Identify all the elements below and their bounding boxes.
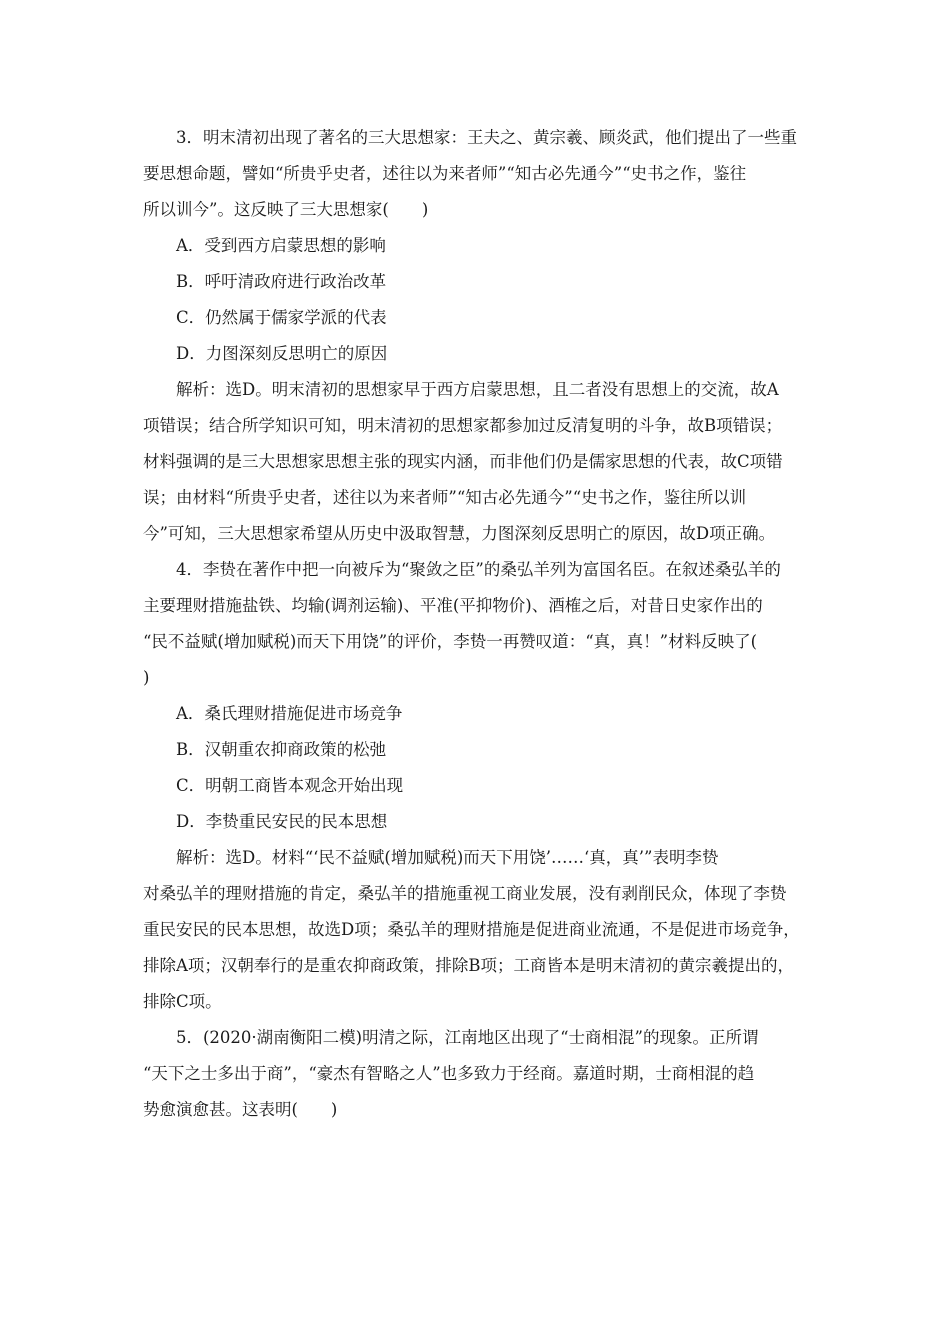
question-4-option-c: C．明朝工商皆本观念开始出现	[176, 776, 404, 795]
question-3-analysis-line-5: 今”可知，三大思想家希望从历史中汲取智慧，力图深刻反思明亡的原因，故D项正确。	[143, 524, 776, 543]
question-3-option-a: A．受到西方启蒙思想的影响	[176, 236, 386, 255]
question-3-analysis-line-3: 材料强调的是三大思想家思想主张的现实内涵，而非他们仍是儒家思想的代表，故C项错	[143, 452, 783, 471]
question-5	[143, 1020, 813, 1128]
question-4-option-d: D．李贽重民安民的民本思想	[176, 812, 388, 831]
question-4-analysis-line-3: 重民安民的民本思想，故选D项；桑弘羊的理财措施是促进商业流通，不是促进市场竞争，	[143, 920, 800, 939]
question-4	[143, 552, 813, 1020]
question-4-stem-line-2: 主要理财措施盐铁、均输(调剂运输)、平准(平抑物价)、酒榷之后，对昔日史家作出的	[143, 596, 763, 615]
question-5-stem-line-1: 5．(2020·湖南衡阳二模)明清之际，江南地区出现了“士商相混”的现象。正所谓	[143, 1028, 759, 1047]
question-4-option-b: B．汉朝重农抑商政策的松弛	[176, 740, 387, 759]
question-4-option-a: A．桑氏理财措施促进市场竞争	[176, 704, 403, 723]
question-3-stem-line-1: 3．明末清初出现了著名的三大思想家：王夫之、黄宗羲、顾炎武，他们提出了一些重	[143, 128, 797, 147]
question-3-analysis-line-4: 误；由材料“所贵乎史者，述往以为来者师”“知古必先通今”“史书之作，鉴往所以训	[143, 488, 747, 507]
question-3-option-d: D．力图深刻反思明亡的原因	[176, 344, 388, 363]
question-3-stem-line-2: 要思想命题，譬如“所贵乎史者，述往以为来者师”“知古必先通今”“史书之作，鉴往	[143, 164, 747, 183]
question-4-stem-line-3: “民不益赋(增加赋税)而天下用饶”的评价，李贽一再赞叹道：“真，真！”材料反映了(	[143, 632, 758, 651]
question-3-option-b: B．呼吁清政府进行政治改革	[176, 272, 387, 291]
question-3-option-c: C．仍然属于儒家学派的代表	[176, 308, 387, 327]
question-3-stem-line-3: 所以训今”。这反映了三大思想家( )	[143, 200, 429, 219]
question-5-stem-line-2: “天下之士多出于商”，“豪杰有智略之人”也多致力于经商。嘉道时期，士商相混的趋	[143, 1064, 755, 1083]
question-4-analysis-line-4: 排除A项；汉朝奉行的是重农抑商政策，排除B项；工商皆本是明末清初的黄宗羲提出的，	[143, 956, 795, 975]
question-5-stem-line-3: 势愈演愈甚。这表明( )	[143, 1100, 338, 1119]
question-3	[143, 120, 813, 552]
question-4-stem-line-1: 4．李贽在著作中把一向被斥为“聚敛之臣”的桑弘羊列为富国名臣。在叙述桑弘羊的	[143, 560, 781, 579]
question-3-analysis-line-2: 项错误；结合所学知识可知，明末清初的思想家都参加过反清复明的斗争，故B项错误；	[143, 416, 783, 435]
question-4-stem-line-4: )	[143, 668, 150, 687]
document-page	[143, 120, 813, 1128]
question-4-analysis-line-5: 排除C项。	[143, 992, 222, 1011]
question-4-analysis-line-1: 解析：选D。材料“‘民不益赋(增加赋税)而天下用饶’……‘真，真’”表明李贽	[143, 848, 719, 867]
question-3-analysis-line-1: 解析：选D。明末清初的思想家早于西方启蒙思想，且二者没有思想上的交流，故A	[143, 380, 779, 399]
question-4-analysis-line-2: 对桑弘羊的理财措施的肯定，桑弘羊的措施重视工商业发展，没有剥削民众，体现了李贽	[143, 884, 787, 903]
